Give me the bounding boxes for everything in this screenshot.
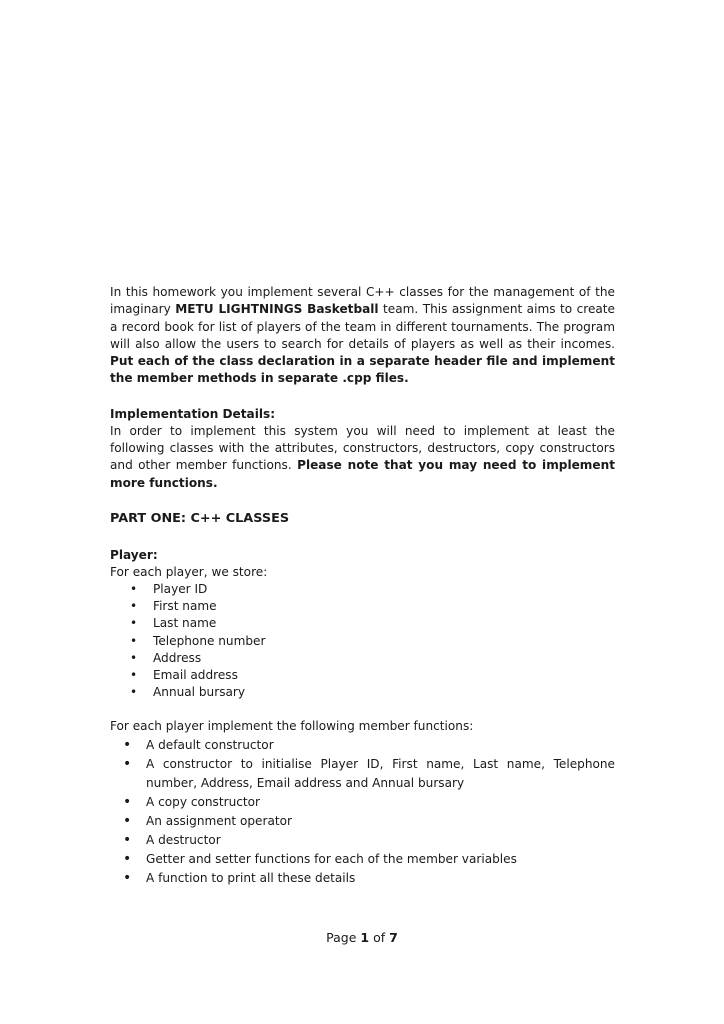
current-page-number: 1 bbox=[360, 930, 370, 945]
list-item: • A copy constructor bbox=[110, 793, 615, 812]
player-store-intro: For each player, we store: bbox=[110, 564, 268, 579]
list-item: • Telephone number bbox=[110, 633, 615, 650]
intro-text-2: team. This assignment aims to create a record book for list of players of the team in different tournaments. The program will also allow the users to search for details of players as well as their incomes. bbox=[110, 302, 615, 351]
total-pages: 7 bbox=[389, 930, 398, 945]
player-heading: Player: bbox=[110, 547, 158, 562]
implementation-paragraph bbox=[110, 423, 615, 492]
part-one-title: PART ONE: C++ CLASSES bbox=[110, 510, 290, 526]
list-item: • A default constructor bbox=[110, 736, 615, 755]
list-item: • Last name bbox=[110, 615, 615, 632]
list-item: • A destructor bbox=[110, 831, 615, 850]
implementation-note: Please note that you may need to implement more functions. bbox=[110, 458, 615, 490]
player-functions-intro: For each player implement the following member functions: bbox=[110, 718, 474, 733]
list-item: • An assignment operator bbox=[110, 812, 615, 831]
list-item: • A constructor to initialise Player ID, First name, Last name, Telephone number, Address, Email address and Annual bursary bbox=[110, 755, 615, 793]
page-label: Page bbox=[326, 930, 357, 945]
player-attribute-list bbox=[110, 581, 615, 701]
document-body bbox=[110, 284, 615, 887]
list-item: • First name bbox=[110, 598, 615, 615]
list-item: • Address bbox=[110, 650, 615, 667]
list-item: • Getter and setter functions for each of the member variables bbox=[110, 850, 615, 869]
of-label: of bbox=[373, 930, 386, 945]
list-item: • Player ID bbox=[110, 581, 615, 598]
intro-text-1: In this homework you implement several C++ classes for the management of the imaginary bbox=[110, 285, 615, 317]
page-footer bbox=[0, 930, 724, 945]
intro-paragraph bbox=[110, 284, 615, 388]
implementation-text: In order to implement this system you will need to implement at least the following classes with the attributes, constructors, destructors, copy constructors and other member functions. bbox=[110, 423, 615, 473]
list-item: • A function to print all these details bbox=[110, 869, 615, 888]
list-item: • Annual bursary bbox=[110, 684, 615, 701]
team-name: METU LIGHTNINGS Basketball bbox=[175, 302, 379, 317]
intro-instruction: Put each of the class declaration in a separate header file and implement the member methods in separate .cpp files. bbox=[110, 354, 615, 386]
list-item: • Email address bbox=[110, 667, 615, 684]
player-function-list bbox=[110, 736, 615, 887]
implementation-heading: Implementation Details: bbox=[110, 406, 276, 421]
